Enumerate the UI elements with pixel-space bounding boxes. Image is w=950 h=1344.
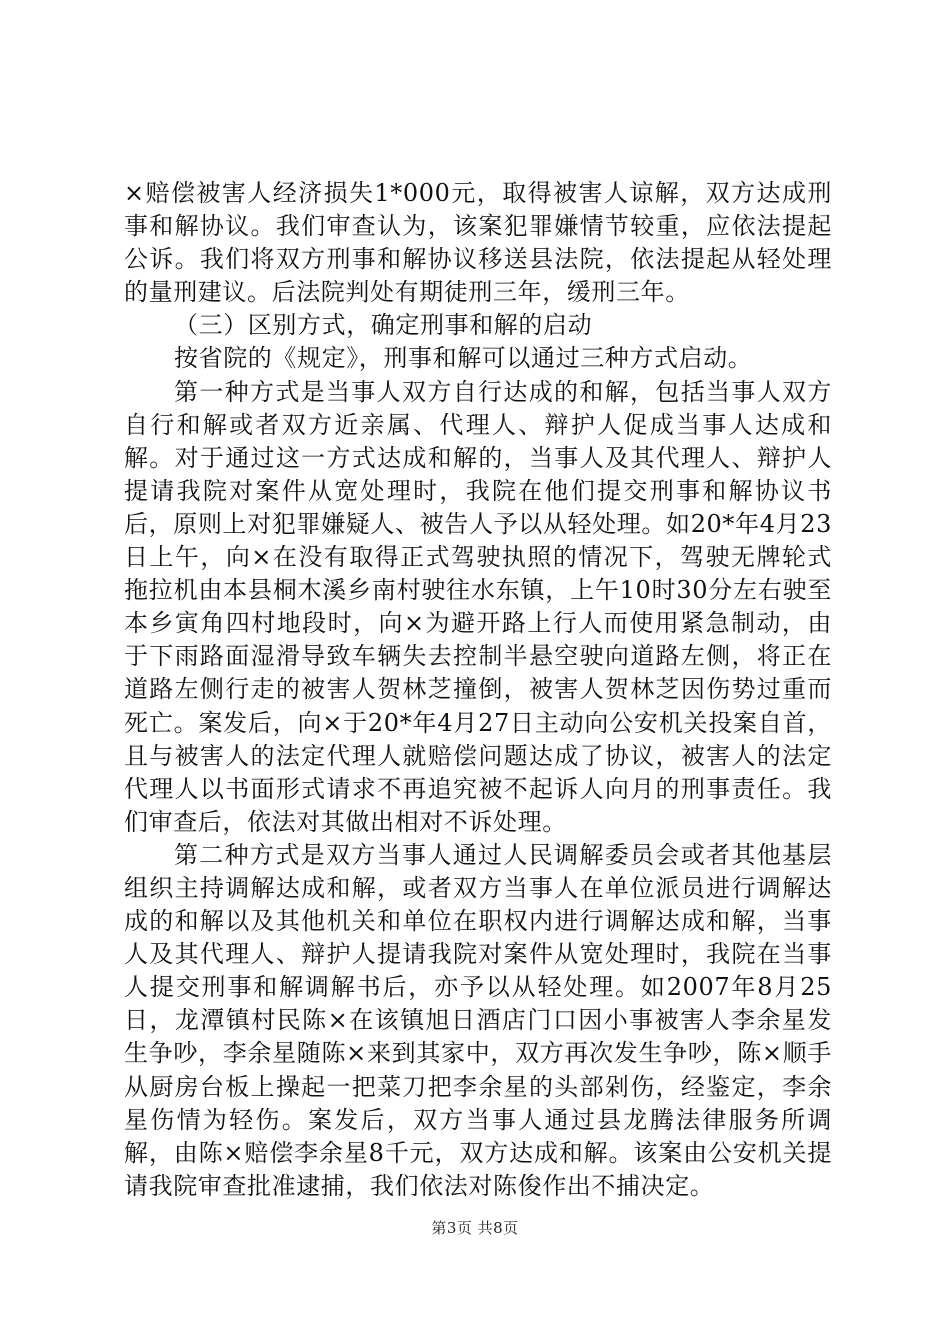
page-number: 第3页 共8页 [431, 1219, 519, 1237]
paragraph: 第二种方式是双方当事人通过人民调解委员会或者其他基层组织主持调解达成和解，或者双方当事人在单位派员进行调解达成的和解以及其他机关和单位在职权内进行调解达成和解，当事人及其代理人、辩护人提请我院对案件从宽处理时，我院在当事人提交刑事和解调解书后，亦予以从轻处理。如2007年8月25日，龙潭镇村民陈×在该镇旭日酒店门口因小事被害人李余星发生争吵，李余星随陈×来到其家中，双方再次发生争吵，陈×顺手从厨房台板上操起一把菜刀把李余星的头部剁伤，经鉴定，李余星伤情为轻伤。案发后，双方当事人通过县龙腾法律服务所调解，由陈×赔偿李余星8千元，双方达成和解。该案由公安机关提请我院审查批准逮捕，我们依法对陈俊作出不捕决定。 [124, 840, 832, 1200]
paragraph: 第一种方式是当事人双方自行达成的和解，包括当事人双方自行和解或者双方近亲属、代理人、辩护人促成当事人达成和解。对于通过这一方式达成和解的，当事人及其代理人、辩护人提请我院对案件从宽处理时，我院在他们提交刑事和解协议书后，原则上对犯罪嫌疑人、被告人予以从轻处理。如20*年4月23日上午，向×在没有取得正式驾驶执照的情况下，驾驶无牌轮式拖拉机由本县桐木溪乡南村驶往水东镇，上午10时30分左右驶至本乡寅角四村地段时，向×为避开路上行人而使用紧急制动，由于下雨路面湿滑导致车辆失去控制半悬空驶向道路左侧，将正在道路左侧行走的被害人贺林芝撞倒，被害人贺林芝因伤势过重而死亡。案发后，向×于20*年4月27日主动向公安机关投案自首，且与被害人的法定代理人就赔偿问题达成了协议，被害人的法定代理人以书面形式请求不再追究被不起诉人向月的刑事责任。我们审查后，依法对其做出相对不诉处理。 [124, 377, 832, 836]
section-heading: （三）区别方式，确定刑事和解的启动 [174, 311, 593, 340]
paragraph: 按省院的《规定》，刑事和解可以通过三种方式启动。 [174, 344, 753, 373]
paragraph-continuation: ×赔偿被害人经济损失1*000元，取得被害人谅解，双方达成刑事和解协议。我们审查认为，该案犯罪嫌情节较重，应依法提起公诉。我们将双方刑事和解协议移送县法院，依法提起从轻处理的量刑建议。后法院判处有期徒刑三年，缓刑三年。 [124, 179, 832, 307]
document-body [124, 177, 832, 1203]
